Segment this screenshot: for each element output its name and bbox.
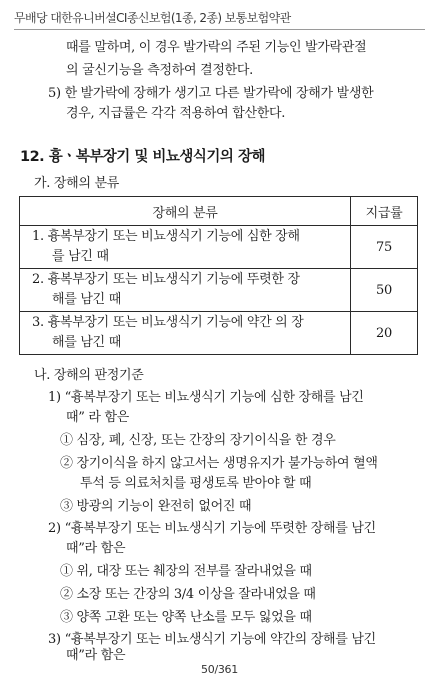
criteria-3-line-2: 때”라 함은 (66, 648, 126, 663)
table-cell-classification (20, 312, 351, 355)
row-text-line-2: 를 남긴 때 (52, 249, 109, 264)
table-row (20, 269, 418, 312)
row-text-line-2: 해를 남긴 때 (52, 292, 121, 307)
criteria-2-item-a: ① 위, 대장 또는 췌장의 전부를 잘라내었을 때 (60, 564, 312, 579)
column-header-classification: 장해의 분류 (20, 197, 351, 226)
criteria-1-line-2: 때” 라 함은 (66, 410, 130, 425)
subsection-criteria: 나. 장해의 판정기준 (34, 368, 144, 383)
table-cell-classification (20, 269, 351, 312)
column-header-rate: 지급률 (351, 197, 418, 226)
criteria-1-item-c: ③ 방광의 기능이 완전히 없어진 때 (60, 499, 252, 514)
criteria-1-item-b-line-2: 투석 등 의료처치를 평생토록 받아야 할 때 (80, 476, 312, 491)
page-number: 50/361 (201, 663, 238, 676)
header-divider (14, 29, 425, 30)
criteria-1-item-a: ① 심장, 폐, 신장, 또는 간장의 장기이식을 한 경우 (60, 433, 336, 448)
item-5-line-2: 경우, 지급률은 각각 적용하여 합산한다. (66, 106, 286, 121)
criteria-2-line-2: 때”라 함은 (66, 541, 126, 556)
item-5-line-1: 5) 한 발가락에 장해가 생기고 다른 발가락에 장해가 발생한 (48, 86, 374, 101)
subsection-classification: 가. 장해의 분류 (34, 176, 120, 191)
table-row (20, 312, 418, 355)
section-title: 12. 흉ㆍ복부장기 및 비뇨생식기의 장해 (20, 149, 265, 165)
intro-line-2: 의 굴신기능을 측정하여 결정한다. (66, 63, 253, 78)
document-header: 무배당 대한유니버셜CI종신보험(1종, 2종) 보통보험약관 (14, 11, 291, 25)
row-text-line-2: 해를 남긴 때 (52, 335, 121, 350)
criteria-2-line-1: 2) “흉복부장기 또는 비뇨생식기 기능에 뚜렷한 장해를 남긴 (48, 521, 376, 536)
criteria-1-line-1: 1) “흉복부장기 또는 비뇨생식기 기능에 심한 장해를 남긴 (48, 390, 364, 405)
row-text-line-1: 3. 흉복부장기 또는 비뇨생식기 기능에 약간 의 장 (32, 315, 304, 330)
criteria-2-item-c: ③ 양쪽 고환 또는 양쪽 난소를 모두 잃었을 때 (60, 610, 312, 625)
criteria-3-line-1: 3) “흉복부장기 또는 비뇨생식기 기능에 약간의 장해를 남긴 (48, 632, 376, 647)
table-cell-classification (20, 226, 351, 269)
intro-line-1: 때를 말하며, 이 경우 발가락의 주된 기능인 발가락관절 (66, 40, 367, 55)
criteria-2-item-b: ② 소장 또는 간장의 3/4 이상을 잘라내었을 때 (60, 587, 316, 602)
table-header-row (20, 197, 418, 226)
table-cell-rate: 50 (351, 269, 418, 312)
table-cell-rate: 75 (351, 226, 418, 269)
table-cell-rate: 20 (351, 312, 418, 355)
criteria-1-item-b-line-1: ② 장기이식을 하지 않고서는 생명유지가 불가능하여 혈액 (60, 456, 378, 471)
row-text-line-1: 1. 흉복부장기 또는 비뇨생식기 기능에 심한 장해 (32, 229, 300, 244)
table-row (20, 226, 418, 269)
row-text-line-1: 2. 흉복부장기 또는 비뇨생식기 기능에 뚜렷한 장 (32, 272, 300, 287)
disability-classification-table (19, 196, 418, 355)
